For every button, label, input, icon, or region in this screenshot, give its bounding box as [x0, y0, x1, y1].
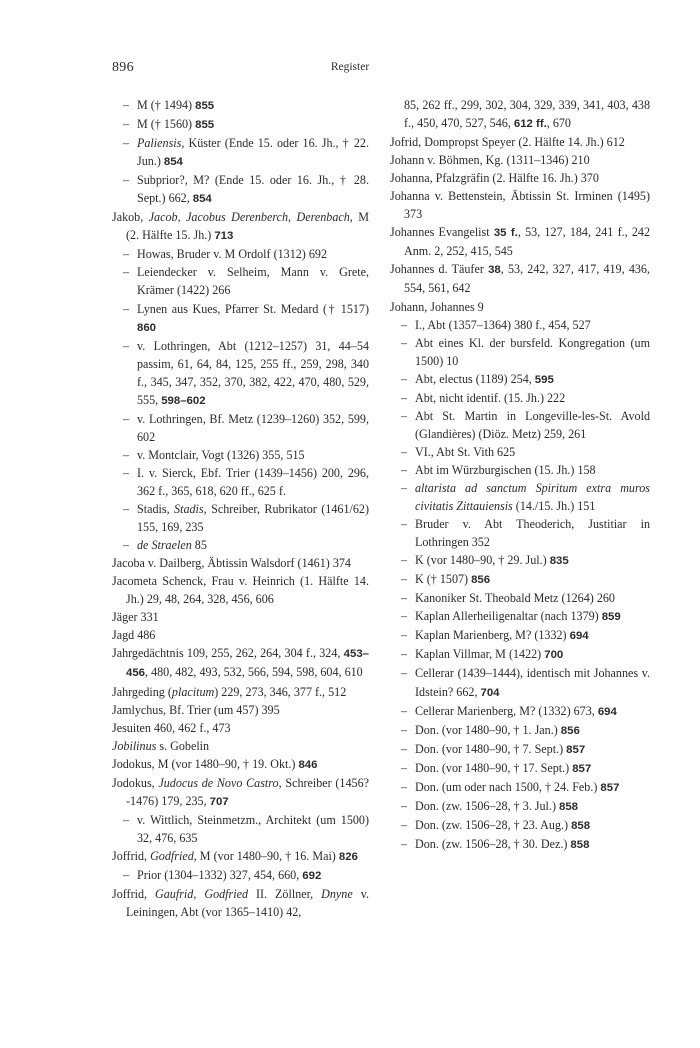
subentry-dash: – — [401, 480, 408, 495]
index-subentry — [112, 300, 369, 337]
index-subentry — [390, 816, 650, 835]
subentry-dash: – — [401, 666, 408, 681]
entry-text: v. Lothringen, Abt (1212–1257) 31, 44–54 passim, 61, 64, 84, 125, 255 ff., 259, 298, 340 f., 345, 347, 352, 370, 382, 422, 470, 480, 529, 555, 598–602 — [137, 338, 369, 407]
entry-text: Jamlychus, Bf. Trier (um 457) 395 — [112, 702, 280, 717]
entry-text: Don. (zw. 1506–28, † 3. Jul.) 858 — [415, 798, 579, 813]
entry-text: Abt St. Martin in Longeville-les-St. Avold (Glandières) (Diöz. Metz) 259, 261 — [415, 408, 650, 441]
index-entry — [390, 298, 650, 316]
entry-text: Johanna, Pfalzgräfin (2. Hälfte 16. Jh.) 370 — [390, 171, 599, 186]
index-entry — [112, 208, 369, 245]
index-entry — [112, 774, 369, 811]
entry-text: altarista ad sanctum Spiritum extra muros civitatis Zittauiensis (14./15. Jh.) 151 — [415, 480, 650, 514]
entry-text: K († 1507) 856 — [415, 572, 491, 587]
entry-text: Cellerar Marienberg, M? (1332) 673, 694 — [415, 703, 617, 718]
subentry-dash: – — [401, 335, 408, 350]
subentry-dash: – — [401, 703, 408, 718]
subentry-dash: – — [123, 538, 130, 553]
index-entry — [112, 719, 369, 737]
entry-text: Kanoniker St. Theobald Metz (1264) 260 — [415, 591, 615, 606]
running-title: Register — [330, 61, 370, 73]
subentry-dash: – — [401, 317, 408, 332]
subentry-dash: – — [123, 98, 130, 112]
entry-text: Johann, Johannes 9 — [390, 299, 484, 314]
entry-text: Don. (zw. 1506–28, † 30. Dez.) 858 — [415, 836, 590, 851]
index-entry-continuation — [390, 96, 650, 133]
entry-text: Stadis, Stadis, Schreiber, Rubrikator (1461/62) 155, 169, 235 — [137, 502, 369, 535]
subentry-dash: – — [401, 836, 408, 851]
subentry-dash: – — [401, 628, 408, 643]
entry-text: Johannes d. Täufer 38, 53, 242, 327, 417, 419, 436, 554, 561, 642 — [390, 262, 650, 296]
index-entry — [112, 572, 369, 608]
index-subentry — [112, 464, 369, 500]
index-subentry — [112, 410, 369, 446]
entry-text: Kaplan Marienberg, M? (1332) 694 — [415, 628, 589, 643]
index-entry — [112, 644, 369, 682]
index-entry — [112, 847, 369, 866]
index-entry — [112, 885, 369, 921]
subentry-dash: – — [123, 812, 130, 827]
entry-text: de Straelen 85 — [137, 538, 207, 553]
subentry-dash: – — [123, 447, 130, 462]
entry-text: Cellerar (1439–1444), identisch mit Johannes v. Idstein? 662, 704 — [415, 666, 650, 699]
entry-text: Abt im Würzburgischen (15. Jh.) 158 — [415, 462, 596, 477]
entry-text: VI., Abt St. Vith 625 — [415, 444, 516, 459]
subentry-dash: – — [401, 798, 408, 813]
subentry-dash: – — [123, 247, 130, 262]
index-subentry — [390, 589, 650, 607]
subentry-dash: – — [401, 408, 408, 423]
index-subentry — [112, 96, 369, 115]
entry-text: I. v. Sierck, Ebf. Trier (1439–1456) 200, 296, 362 f., 365, 618, 620 ff., 625 f. — [137, 465, 369, 498]
entry-text: Don. (um oder nach 1500, † 24. Feb.) 857 — [415, 779, 620, 794]
entry-text: 85, 262 ff., 299, 302, 304, 329, 339, 341, 403, 438 f., 450, 470, 527, 546, 612 ff., 670 — [404, 98, 650, 131]
entry-text: Prior (1304–1332) 327, 454, 660, 692 — [137, 867, 322, 882]
index-entry — [112, 755, 369, 774]
entry-text: Jacoba v. Dailberg, Äbtissin Walsdorf (1461) 374 — [112, 556, 351, 571]
entry-text: Jahrgeding (placitum) 229, 273, 346, 377 f., 512 — [112, 684, 347, 699]
index-subentry — [390, 443, 650, 461]
entry-text: Don. (vor 1480–90, † 17. Sept.) 857 — [415, 760, 592, 775]
subentry-dash: – — [123, 338, 130, 353]
index-subentry — [390, 407, 650, 443]
index-subentry — [390, 570, 650, 589]
subentry-dash: – — [401, 647, 408, 662]
index-subentry — [390, 389, 650, 407]
index-entry — [112, 683, 369, 701]
index-subentry — [112, 500, 369, 536]
index-subentry — [112, 536, 369, 554]
entry-text: Kaplan Allerheiligenaltar (nach 1379) 859 — [415, 609, 621, 624]
subentry-dash: – — [401, 572, 408, 587]
index-subentry — [390, 797, 650, 816]
index-entry — [390, 133, 650, 151]
index-subentry — [390, 759, 650, 778]
index-entry — [390, 260, 650, 297]
subentry-dash: – — [401, 553, 408, 568]
subentry-dash: – — [123, 117, 130, 132]
index-subentry — [390, 721, 650, 740]
entry-text: Howas, Bruder v. M Ordolf (1312) 692 — [137, 247, 327, 262]
entry-text: Abt, nicht identif. (15. Jh.) 222 — [415, 390, 566, 405]
entry-text: Jacometa Schenck, Frau v. Heinrich (1. Hälfte 14. Jh.) 29, 48, 264, 328, 456, 606 — [112, 574, 369, 607]
index-subentry — [390, 316, 650, 334]
page-header — [0, 60, 700, 80]
subentry-dash: – — [123, 265, 130, 280]
entry-text: Joffrid, Gaufrid, Godfried II. Zöllner, Dnyne v. Leiningen, Abt (vor 1365–1410) 42, — [112, 887, 369, 920]
subentry-dash: – — [123, 173, 130, 188]
entry-text: Johannes Evangelist 35 f., 53, 127, 184, 241 f., 242 Anm. 2, 252, 415, 545 — [390, 225, 651, 259]
subentry-dash: – — [401, 390, 408, 405]
index-subentry — [112, 337, 369, 410]
entry-text: Abt, electus (1189) 254, 595 — [415, 371, 554, 386]
index-entry — [112, 626, 369, 644]
subentry-dash: – — [401, 462, 408, 477]
subentry-dash: – — [401, 591, 408, 606]
entry-text: Jakob, Jacob, Jacobus Derenberch, Derenbach, M (2. Hälfte 15. Jh.) 713 — [112, 210, 370, 243]
entry-text: Leiendecker v. Selheim, Mann v. Grete, Krämer (1422) 266 — [137, 265, 369, 298]
index-subentry — [112, 446, 369, 464]
entry-text: v. Lothringen, Bf. Metz (1239–1260) 352, 599, 602 — [137, 411, 369, 444]
entry-text: v. Montclair, Vogt (1326) 355, 515 — [137, 447, 305, 462]
subentry-dash: – — [123, 867, 130, 882]
subentry-dash: – — [401, 609, 408, 624]
index-subentry — [390, 370, 650, 389]
subentry-dash: – — [401, 760, 408, 775]
index-subentry — [390, 551, 650, 570]
entry-text: Kaplan Villmar, M (1422) 700 — [415, 647, 564, 662]
index-column-left — [112, 96, 369, 921]
subentry-dash: – — [123, 465, 130, 480]
subentry-dash: – — [401, 722, 408, 737]
subentry-dash: – — [401, 371, 408, 386]
index-entry — [112, 737, 369, 755]
subentry-dash: – — [401, 817, 408, 832]
index-subentry — [390, 740, 650, 759]
index-subentry — [390, 607, 650, 626]
subentry-dash: – — [401, 444, 408, 459]
index-subentry — [112, 811, 369, 847]
entry-text: K (vor 1480–90, † 29. Jul.) 835 — [415, 553, 569, 568]
index-subentry — [390, 645, 650, 664]
entry-text: Don. (vor 1480–90, † 1. Jan.) 856 — [415, 722, 580, 737]
entry-text: Jodokus, M (vor 1480–90, † 19. Okt.) 846 — [112, 756, 318, 771]
entry-text: Jäger 331 — [112, 610, 159, 625]
entry-text: Subprior?, M? (Ende 15. oder 16. Jh., † 28. Sept.) 662, 854 — [137, 173, 369, 206]
entry-text: Paliensis, Küster (Ende 15. oder 16. Jh., † 22. Jun.) 854 — [137, 136, 369, 169]
page-number: 896 — [112, 60, 134, 75]
index-subentry — [390, 334, 650, 370]
subentry-dash: – — [401, 517, 408, 532]
entry-text: I., Abt (1357–1364) 380 f., 454, 527 — [415, 317, 591, 332]
index-subentry — [112, 866, 369, 885]
index-entry — [390, 187, 650, 223]
entry-text: Jodokus, Judocus de Novo Castro, Schreiber (1456?-1476) 179, 235, 707 — [112, 775, 369, 808]
index-subentry — [112, 171, 369, 208]
index-subentry — [112, 134, 369, 171]
subentry-dash: – — [401, 741, 408, 756]
index-subentry — [390, 479, 650, 515]
entry-text: Jahrgedächtnis 109, 255, 262, 264, 304 f., 324, 453–456, 480, 482, 493, 532, 566, 594, 598, 604, 610 — [112, 646, 369, 680]
index-entry — [112, 701, 369, 719]
entry-text: Jobilinus s. Gobelin — [112, 738, 210, 753]
entry-text: v. Wittlich, Steinmetzm., Architekt (um 1500) 32, 476, 635 — [137, 812, 369, 845]
subentry-dash: – — [123, 301, 130, 316]
entry-text: Joffrid, Godfried, M (vor 1480–90, † 16. Mai) 826 — [112, 848, 358, 863]
index-subentry — [390, 835, 650, 854]
index-subentry — [390, 664, 650, 701]
index-entry — [112, 554, 369, 572]
index-entry — [390, 223, 650, 260]
subentry-dash: – — [401, 779, 408, 794]
index-subentry — [112, 263, 369, 299]
index-subentry — [390, 626, 650, 645]
index-column-right — [390, 96, 650, 854]
entry-text: Johann v. Böhmen, Kg. (1311–1346) 210 — [390, 153, 590, 168]
index-subentry — [390, 461, 650, 479]
entry-text: M († 1560) 855 — [137, 117, 215, 132]
entry-text: Abt eines Kl. der bursfeld. Kongregation (um 1500) 10 — [415, 335, 650, 368]
subentry-dash: – — [123, 411, 130, 426]
entry-text: Bruder v. Abt Theoderich, Justitiar in Lothringen 352 — [415, 517, 650, 550]
subentry-dash: – — [123, 502, 130, 517]
index-subentry — [112, 115, 369, 134]
entry-text: Don. (vor 1480–90, † 7. Sept.) 857 — [415, 741, 586, 756]
subentry-dash: – — [123, 136, 130, 151]
index-entry — [390, 151, 650, 169]
entry-text: M († 1494) 855 — [137, 98, 215, 112]
entry-text: Johanna v. Bettenstein, Äbtissin St. Irminen (1495) 373 — [390, 189, 650, 222]
entry-text: Don. (zw. 1506–28, † 23. Aug.) 858 — [415, 817, 591, 832]
entry-text: Jesuiten 460, 462 f., 473 — [112, 720, 231, 735]
entry-text: Jofrid, Dompropst Speyer (2. Hälfte 14. Jh.) 612 — [390, 135, 625, 150]
index-entry — [390, 169, 650, 187]
index-subentry — [390, 778, 650, 797]
entry-text: Jagd 486 — [112, 628, 156, 643]
index-subentry — [112, 245, 369, 263]
index-entry — [112, 608, 369, 626]
index-subentry — [390, 515, 650, 551]
index-subentry — [390, 702, 650, 721]
entry-text: Lynen aus Kues, Pfarrer St. Medard († 1517) 860 — [137, 301, 369, 334]
